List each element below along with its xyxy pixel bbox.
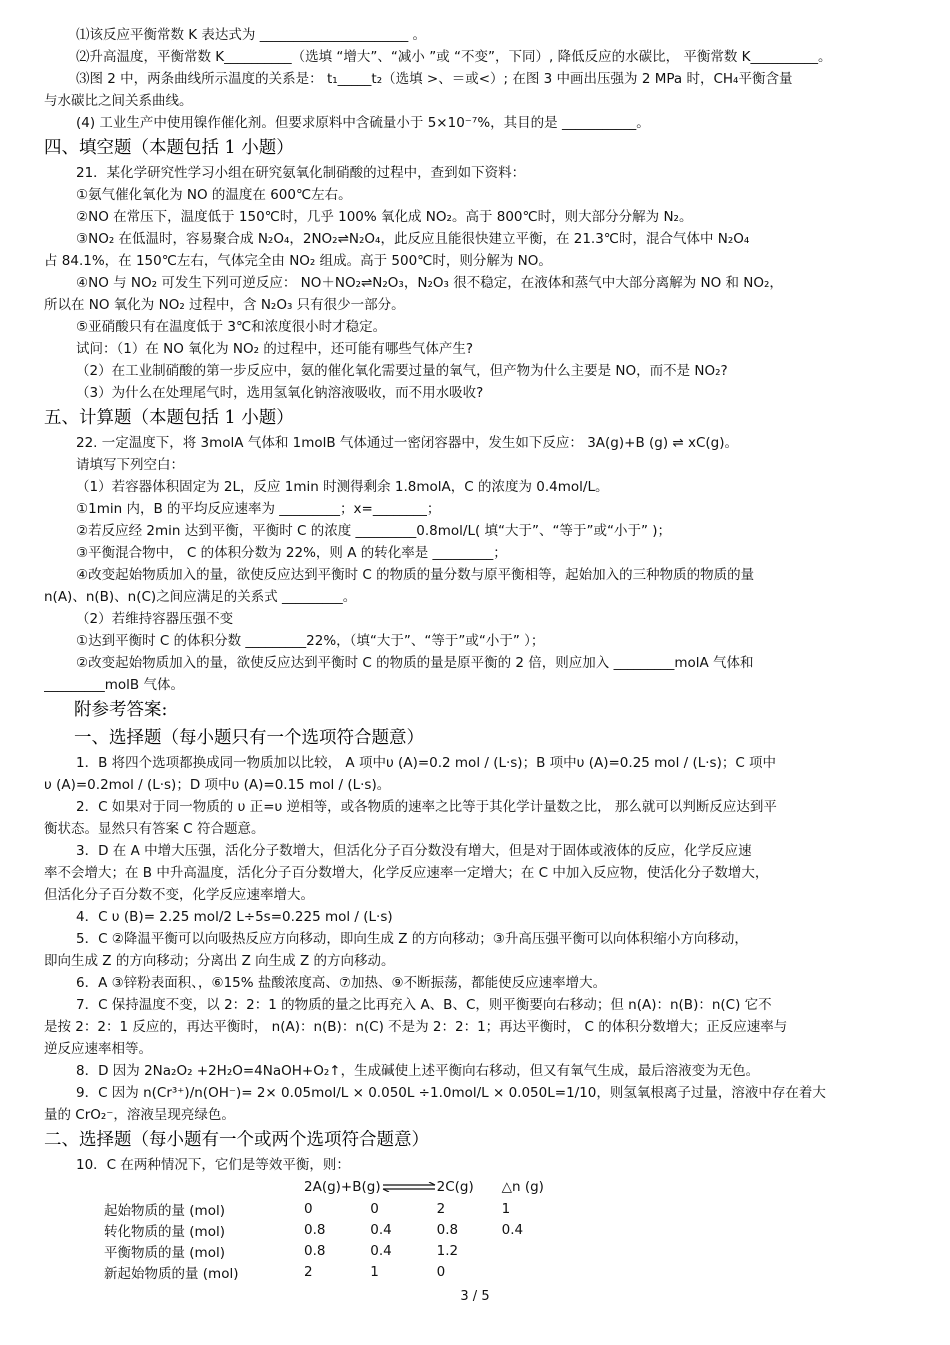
row-label: 转化物质的量 (mol) [104,1223,225,1240]
text-line: （1）若容器体积固定为 2L，反应 1min 时测得剩余 1.8molA，C 的浓度为 0.4mol/L。 [76,479,609,495]
table-cell: 2 [304,1263,313,1280]
text-line: ⑵升高温度，平衡常数 K__________（选填 “增大”、“减小 ”或 “不变”，下同）, 降低反应的水碳比， 平衡常数 K__________。 [76,49,832,65]
text-line: ③平衡混合物中， C 的体积分数为 22%，则 A 的转化率是 _________； [76,545,507,561]
table-header-cell: △n (g) [501,1179,544,1195]
text-line: （2）若维持容器压强不变 [76,611,234,627]
table-row [104,1198,567,1219]
text-line: 是按 2：2：1 反应的，再达平衡时， n(A)：n(B)：n(C) 不是为 2：2：1；再达平衡时， C 的体积分数增大；正反应速率与 [44,1019,788,1035]
text-line: 1．B 将四个选项都换成同一物质加以比较， A 项中υ (A)=0.2 mol / (L·s)；B 项中υ (A)=0.25 mol / (L·s)；C 项中 [76,755,777,771]
table-cell: 0.8 [304,1242,326,1259]
text-line: 衡状态。显然只有答案 C 符合题意。 [44,821,265,837]
text-line: 量的 CrO₂⁻，溶液呈现亮绿色。 [44,1107,235,1123]
text-line: ②改变起始物质加入的量，欲使反应达到平衡时 C 的物质的量是原平衡的 2 倍，则应加入 _________molA 气体和 [76,655,754,671]
text-line: 10．C 在两种情况下，它们是等效平衡，则： [76,1157,350,1173]
section-heading: 四、填空题（本题包括 1 小题） [44,138,294,158]
table-cell: 1.2 [436,1242,459,1259]
text-line: 8．D 因为 2Na₂O₂ +2H₂O=4NaOH+O₂↑，生成碱使上述平衡向右移动，但又有氧气生成，最后溶液变为无色。 [76,1063,760,1079]
section-heading: 附参考答案: [74,700,168,720]
table-row [104,1240,567,1261]
text-line: 4．C υ (B)= 2.25 mol/2 L÷5s=0.225 mol / (L·s) [76,909,393,925]
text-line: （3）为什么在处理尾气时，选用氢氧化钠溶液吸收，而不用水吸收? [76,385,484,401]
text-line: 3．D 在 A 中增大压强，活化分子数增大，但活化分子百分数没有增大，但是对于固体或液体的反应，化学反应速 [76,843,752,859]
document-page [44,24,924,1282]
table-cell: 0 [436,1263,446,1280]
text-line: 占 84.1%，在 150℃左右，气体完全由 NO₂ 组成。高于 500℃时，则分解为 NO。 [44,253,552,269]
row-label: 平衡物质的量 (mol) [104,1244,225,1261]
table-cell: 0 [370,1200,379,1217]
text-line: ①1min 内，B 的平均反应速率为 _________；x=________； [76,501,441,517]
table-cell: 2 [436,1200,446,1217]
row-label: 起始物质的量 (mol) [104,1202,225,1219]
text-line: 6．A ③锌粉表面积、，⑥15% 盐酸浓度高、⑦加热、⑨不断振荡，都能使反应速率增大。 [76,975,607,991]
text-line: 请填写下列空白： [76,457,184,473]
text-line: 7．C 保持温度不变，以 2：2：1 的物质的量之比再充入 A、B、C，则平衡要向右移动；但 n(A)：n(B)：n(C) 它不 [76,997,772,1013]
table-cell: 0 [304,1200,313,1217]
text-line: 与水碳比之间关系曲线。 [44,93,193,109]
table-cell: 0.4 [370,1242,392,1259]
text-line: 逆反应速率相等。 [44,1041,152,1057]
table-cell: 0.8 [304,1221,326,1238]
text-line: 试问：（1）在 NO 氧化为 NO₂ 的过程中，还可能有哪些气体产生? [76,341,474,357]
text-line: ②若反应经 2min 达到平衡，平衡时 C 的浓度 _________0.8mol/L( 填“大于”、“等于”或“小于” )； [76,523,672,539]
text-line: υ (A)=0.2mol / (L·s)；D 项中υ (A)=0.15 mol / (L·s)。 [44,777,391,793]
equilibrium-table [104,1176,567,1282]
table-row [104,1219,567,1240]
text-line: _________molB 气体。 [44,677,184,693]
table-header-row [104,1176,567,1198]
reaction-left: 2A(g)+B(g) [304,1179,381,1195]
table-cell [502,1261,567,1282]
section-heading: 一、选择题（每小题只有一个选项符合题意） [74,728,424,748]
text-line: ④NO 与 NO₂ 可发生下列可逆反应： NO＋NO₂⇌N₂O₃，N₂O₃ 很不稳定，在液体和蒸气中大部分离解为 NO 和 NO₂， [76,275,783,291]
text-line: 2．C 如果对于同一物质的 υ 正=υ 逆相等，或各物质的速率之比等于其化学计量数之比， 那么就可以判断反应达到平 [76,799,777,815]
text-line: 5．C ②降温平衡可以向吸热反应方向移动，即向生成 Z 的方向移动；③升高压强平衡可以向体积缩小方向移动， [76,931,748,947]
text-line: ①氨气催化氧化为 NO 的温度在 600℃左右。 [76,187,352,203]
page-number: 3 / 5 [460,1289,490,1304]
text-line: ⑴该反应平衡常数 K 表达式为 ______________________ 。 [76,27,427,43]
text-line: ④改变起始物质加入的量，欲使反应达到平衡时 C 的物质的量分数与原平衡相等，起始加入的三种物质的物质的量 [76,567,755,583]
section-heading: 五、计算题（本题包括 1 小题） [44,408,294,428]
table-cell [502,1240,567,1261]
table-header-cell: 2C(g) [436,1179,474,1195]
row-label: 新起始物质的量 (mol) [104,1265,239,1282]
table-cell: 0.8 [436,1221,459,1238]
table-cell: 1 [370,1263,379,1280]
table-row [104,1261,567,1282]
text-line: 但活化分子百分数不变，化学反应速率增大。 [44,887,314,903]
table-cell: 0.4 [370,1221,392,1238]
text-line: ②NO 在常压下，温度低于 150℃时，几乎 100% 氧化成 NO₂。高于 800℃时，则大部分分解为 N₂。 [76,209,693,225]
text-line: （2）在工业制硝酸的第一步反应中，氨的催化氧化需要过量的氧气，但产物为什么主要是 NO，而不是 NO₂? [76,363,728,379]
text-line: n(A)、n(B)、n(C)之间应满足的关系式 _________。 [44,589,357,605]
text-line: 21．某化学研究性学习小组在研究氨氧化制硝酸的过程中，查到如下资料： [76,165,526,181]
text-line: ③NO₂ 在低温时，容易聚合成 N₂O₄，2NO₂⇌N₂O₄，此反应且能很快建立平衡，在 21.3℃时，混合气体中 N₂O₄ [76,231,750,247]
document-body [44,24,924,1176]
table-cell: 1 [501,1200,511,1217]
text-line: 9．C 因为 n(Cr³⁺)/n(OH⁻)= 2× 0.05mol/L × 0.050L ÷1.0mol/L × 0.050L=1/10，则氢氧根离子过量，溶液中存在着大 [76,1085,826,1101]
section-heading: 二、选择题（每小题有一个或两个选项符合题意） [44,1130,429,1150]
text-line: ⑶图 2 中，两条曲线所示温度的关系是： t₁_____t₂（选填 >、＝或<）; 在图 3 中画出压强为 2 MPa 时，CH₄平衡含量 [76,71,793,87]
table-cell: 0.4 [501,1221,524,1238]
text-line: 即向生成 Z 的方向移动；分离出 Z 向生成 Z 的方向移动。 [44,953,395,969]
text-line: 率不会增大；在 B 中升高温度，活化分子百分数增大，化学反应速率一定增大；在 C 中加入反应物，使活化分子数增大， [44,865,769,881]
text-line: (4) 工业生产中使用镍作催化剂。但要求原料中含硫量小于 5×10⁻⁷%，其目的是 ___________。 [76,115,650,131]
equilibrium-arrow-icon [381,1182,437,1192]
text-line: ⑤亚硝酸只有在温度低于 3℃和浓度很小时才稳定。 [76,319,387,335]
table-header-cell [304,1176,437,1198]
text-line: 22. 一定温度下，将 3molA 气体和 1molB 气体通过一密闭容器中，发生如下反应： 3A(g)+B (g) ⇌ xC(g)。 [76,435,739,451]
table-header-cell [104,1176,304,1198]
text-line: ①达到平衡时 C 的体积分数 _________22%，（填“大于”、“等于”或“小于” ）； [76,633,545,649]
text-line: 所以在 NO 氧化为 NO₂ 过程中，含 N₂O₃ 只有很少一部分。 [44,297,405,313]
